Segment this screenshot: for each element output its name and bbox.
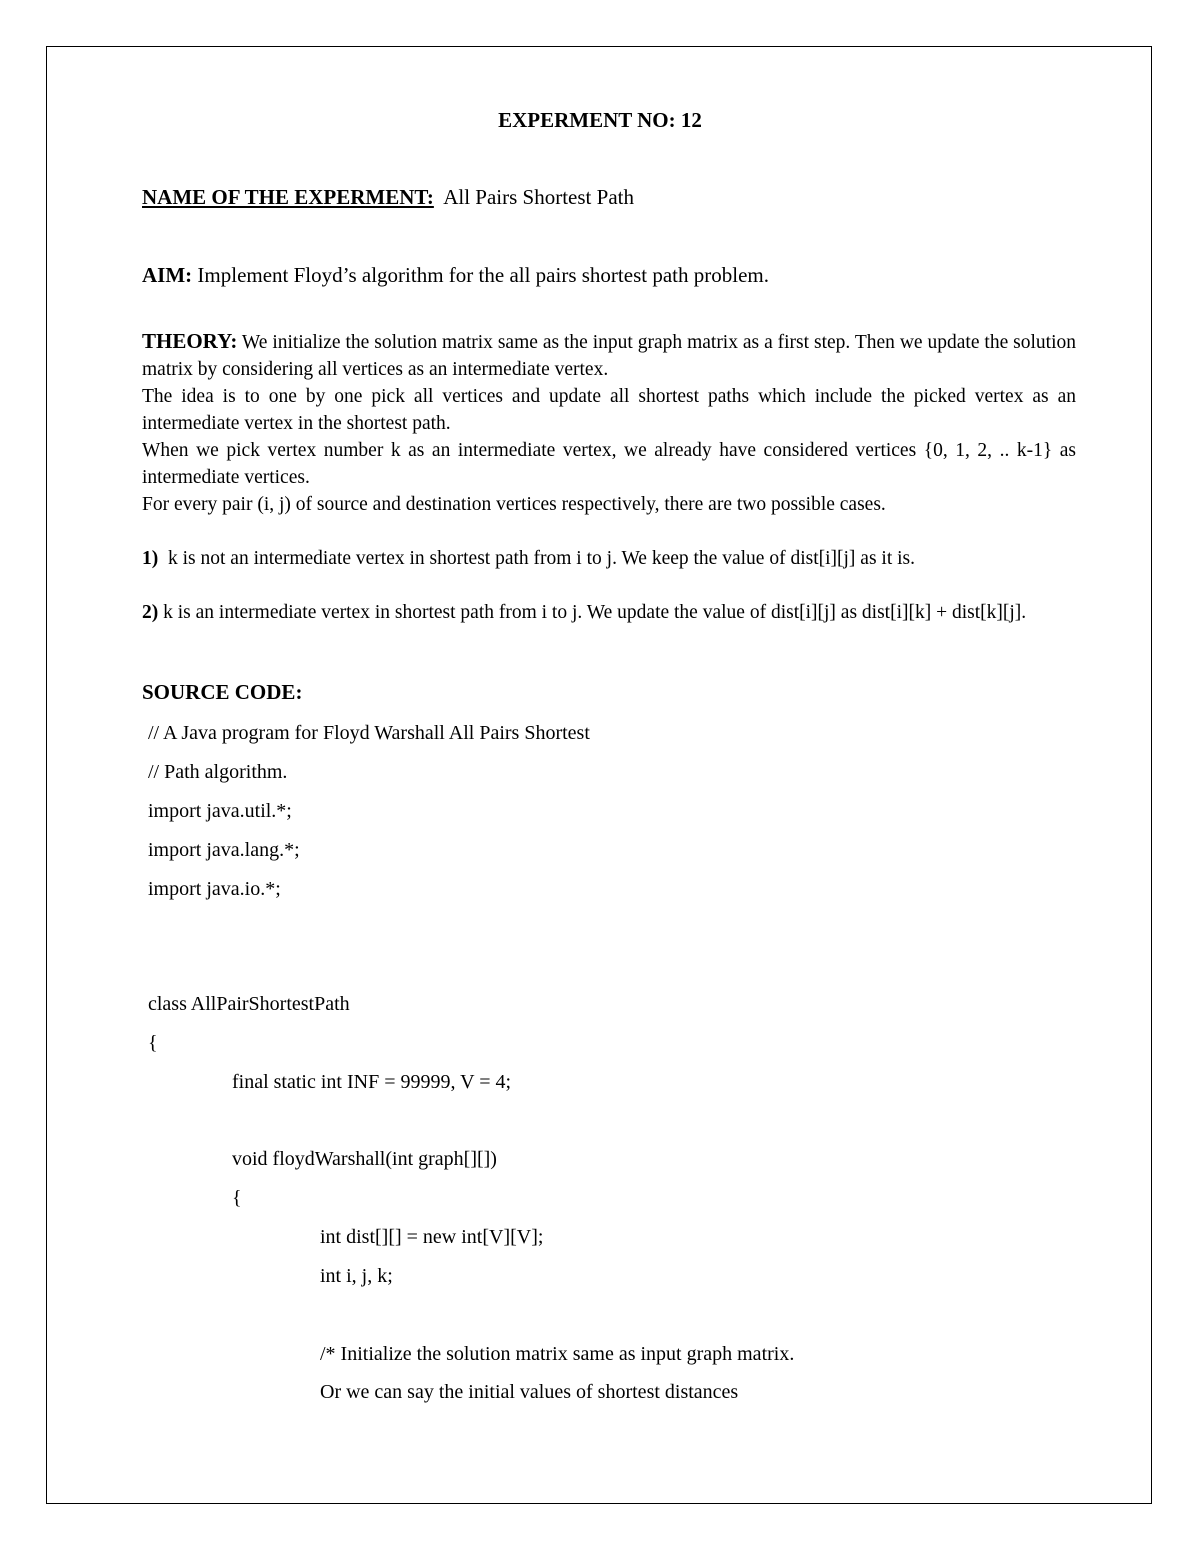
code-line: // A Java program for Floyd Warshall All Pairs Shortest — [148, 722, 590, 744]
code-line: import java.util.*; — [148, 800, 292, 822]
theory-paragraph-3: When we pick vertex number k as an intermediate vertex, we already have considered vertices {0, 1, 2, .. k-1} as intermediate vertices. — [142, 440, 1076, 488]
source-code-heading: SOURCE CODE: — [142, 680, 303, 704]
experiment-name-label: NAME OF THE EXPERMENT: — [142, 185, 434, 209]
theory-section — [142, 328, 1076, 518]
experiment-title: EXPERMENT NO: 12 — [498, 108, 702, 132]
theory-paragraph-4: For every pair (i, j) of source and destination vertices respectively, there are two possible cases. — [142, 494, 886, 515]
case-1 — [142, 545, 1076, 572]
code-line: { — [148, 1032, 158, 1054]
code-line: import java.io.*; — [148, 878, 281, 900]
aim-value: Implement Floyd’s algorithm for the all pairs shortest path problem. — [197, 263, 769, 287]
case-2 — [142, 599, 1076, 626]
code-line: int dist[][] = new int[V][V]; — [320, 1226, 544, 1248]
case-2-number: 2) — [142, 602, 159, 623]
code-line: final static int INF = 99999, V = 4; — [232, 1071, 512, 1093]
code-line: { — [232, 1187, 242, 1209]
case-2-text: k is an intermediate vertex in shortest path from i to j. We update the value of dist[i][j] as dist[i][k] + dist[k][j]. — [163, 602, 1027, 623]
case-1-number: 1) — [142, 548, 159, 569]
code-line: void floydWarshall(int graph[][]) — [232, 1148, 497, 1170]
case-1-text: k is not an intermediate vertex in shortest path from i to j. We keep the value of dist[i][j] as it is. — [168, 548, 916, 569]
code-line: Or we can say the initial values of shortest distances — [320, 1381, 739, 1403]
theory-paragraph-1 — [142, 328, 1076, 383]
theory-text-1: We initialize the solution matrix same as the input graph matrix as a first step. Then we update the solution matrix by considering all vertices as an intermediate vertex. — [142, 332, 1076, 380]
experiment-name-line — [142, 185, 634, 210]
theory-label: THEORY: — [142, 329, 238, 353]
code-line: import java.lang.*; — [148, 839, 300, 861]
aim-line — [142, 263, 769, 288]
code-line: /* Initialize the solution matrix same as input graph matrix. — [320, 1343, 795, 1365]
code-line: int i, j, k; — [320, 1265, 393, 1287]
code-line: class AllPairShortestPath — [148, 993, 350, 1015]
aim-label: AIM: — [142, 263, 193, 287]
experiment-name-value: All Pairs Shortest Path — [443, 185, 634, 209]
code-line: // Path algorithm. — [148, 761, 288, 783]
theory-paragraph-2: The idea is to one by one pick all vertices and update all shortest paths which include the picked vertex as an intermediate vertex in the shortest path. — [142, 386, 1076, 434]
